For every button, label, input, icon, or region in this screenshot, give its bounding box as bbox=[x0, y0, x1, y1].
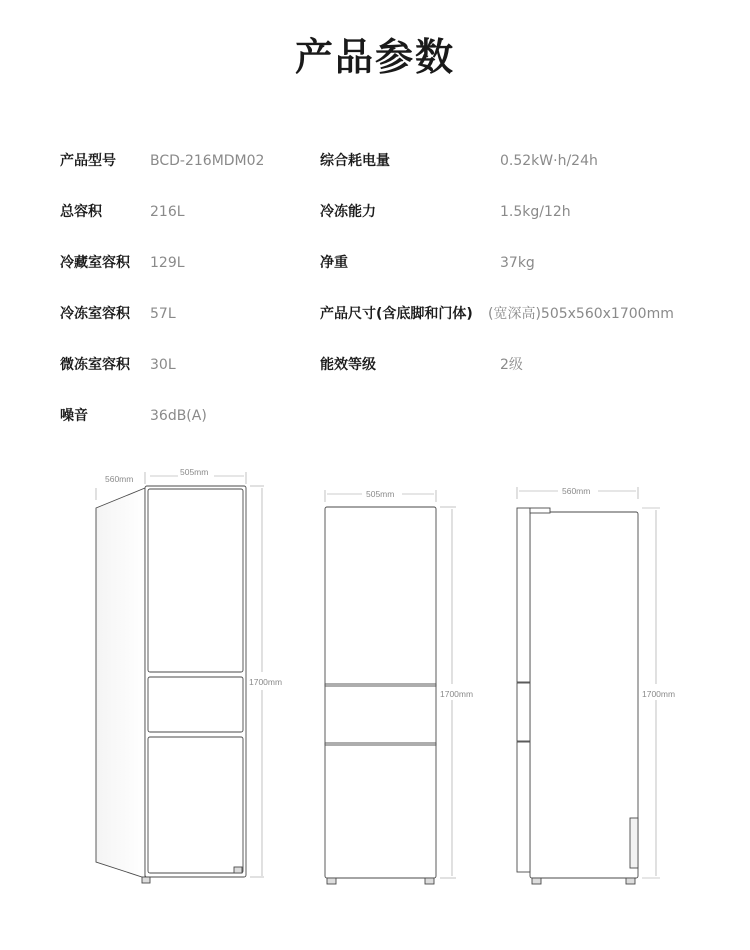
iso-depth-label: 560mm bbox=[105, 474, 134, 484]
spec-value: 129L bbox=[150, 255, 185, 271]
spec-label: 微冻室容积 bbox=[60, 357, 130, 373]
spec-label: 能效等级 bbox=[320, 357, 376, 373]
spec-value: 216L bbox=[150, 204, 185, 220]
front-fridge-drawing bbox=[325, 507, 436, 884]
spec-label: 噪音 bbox=[60, 408, 88, 424]
spec-label: 冷冻能力 bbox=[320, 204, 376, 220]
spec-label: 总容积 bbox=[60, 204, 102, 220]
spec-value: 57L bbox=[150, 306, 176, 322]
spec-value: 37kg bbox=[500, 255, 535, 271]
spec-label: 产品型号 bbox=[60, 153, 116, 169]
spec-value: 1.5kg/12h bbox=[500, 204, 571, 220]
spec-value: 2级 bbox=[500, 357, 523, 373]
front-height-label: 1700mm bbox=[440, 689, 474, 699]
page-title: 产品参数 bbox=[294, 35, 455, 79]
spec-label: 冷藏室容积 bbox=[60, 255, 130, 271]
side-height-label: 1700mm bbox=[642, 689, 676, 699]
spec-value: 30L bbox=[150, 357, 176, 373]
spec-value: BCD-216MDM02 bbox=[150, 153, 265, 169]
front-width-label: 505mm bbox=[366, 489, 395, 499]
spec-value: 36dB(A) bbox=[150, 408, 207, 424]
side-fridge-drawing bbox=[517, 508, 638, 884]
spec-label: 综合耗电量 bbox=[320, 153, 390, 169]
spec-label: 净重 bbox=[320, 255, 348, 271]
spec-value: 0.52kW·h/24h bbox=[500, 153, 598, 169]
spec-value: (宽深高)505x560x1700mm bbox=[488, 306, 674, 322]
iso-height-label: 1700mm bbox=[249, 677, 283, 687]
iso-fridge-drawing bbox=[96, 486, 246, 883]
iso-width-label: 505mm bbox=[180, 467, 209, 477]
side-depth-label: 560mm bbox=[562, 486, 591, 496]
spec-label: 产品尺寸(含底脚和门体) bbox=[320, 306, 473, 322]
spec-label: 冷冻室容积 bbox=[60, 306, 130, 322]
